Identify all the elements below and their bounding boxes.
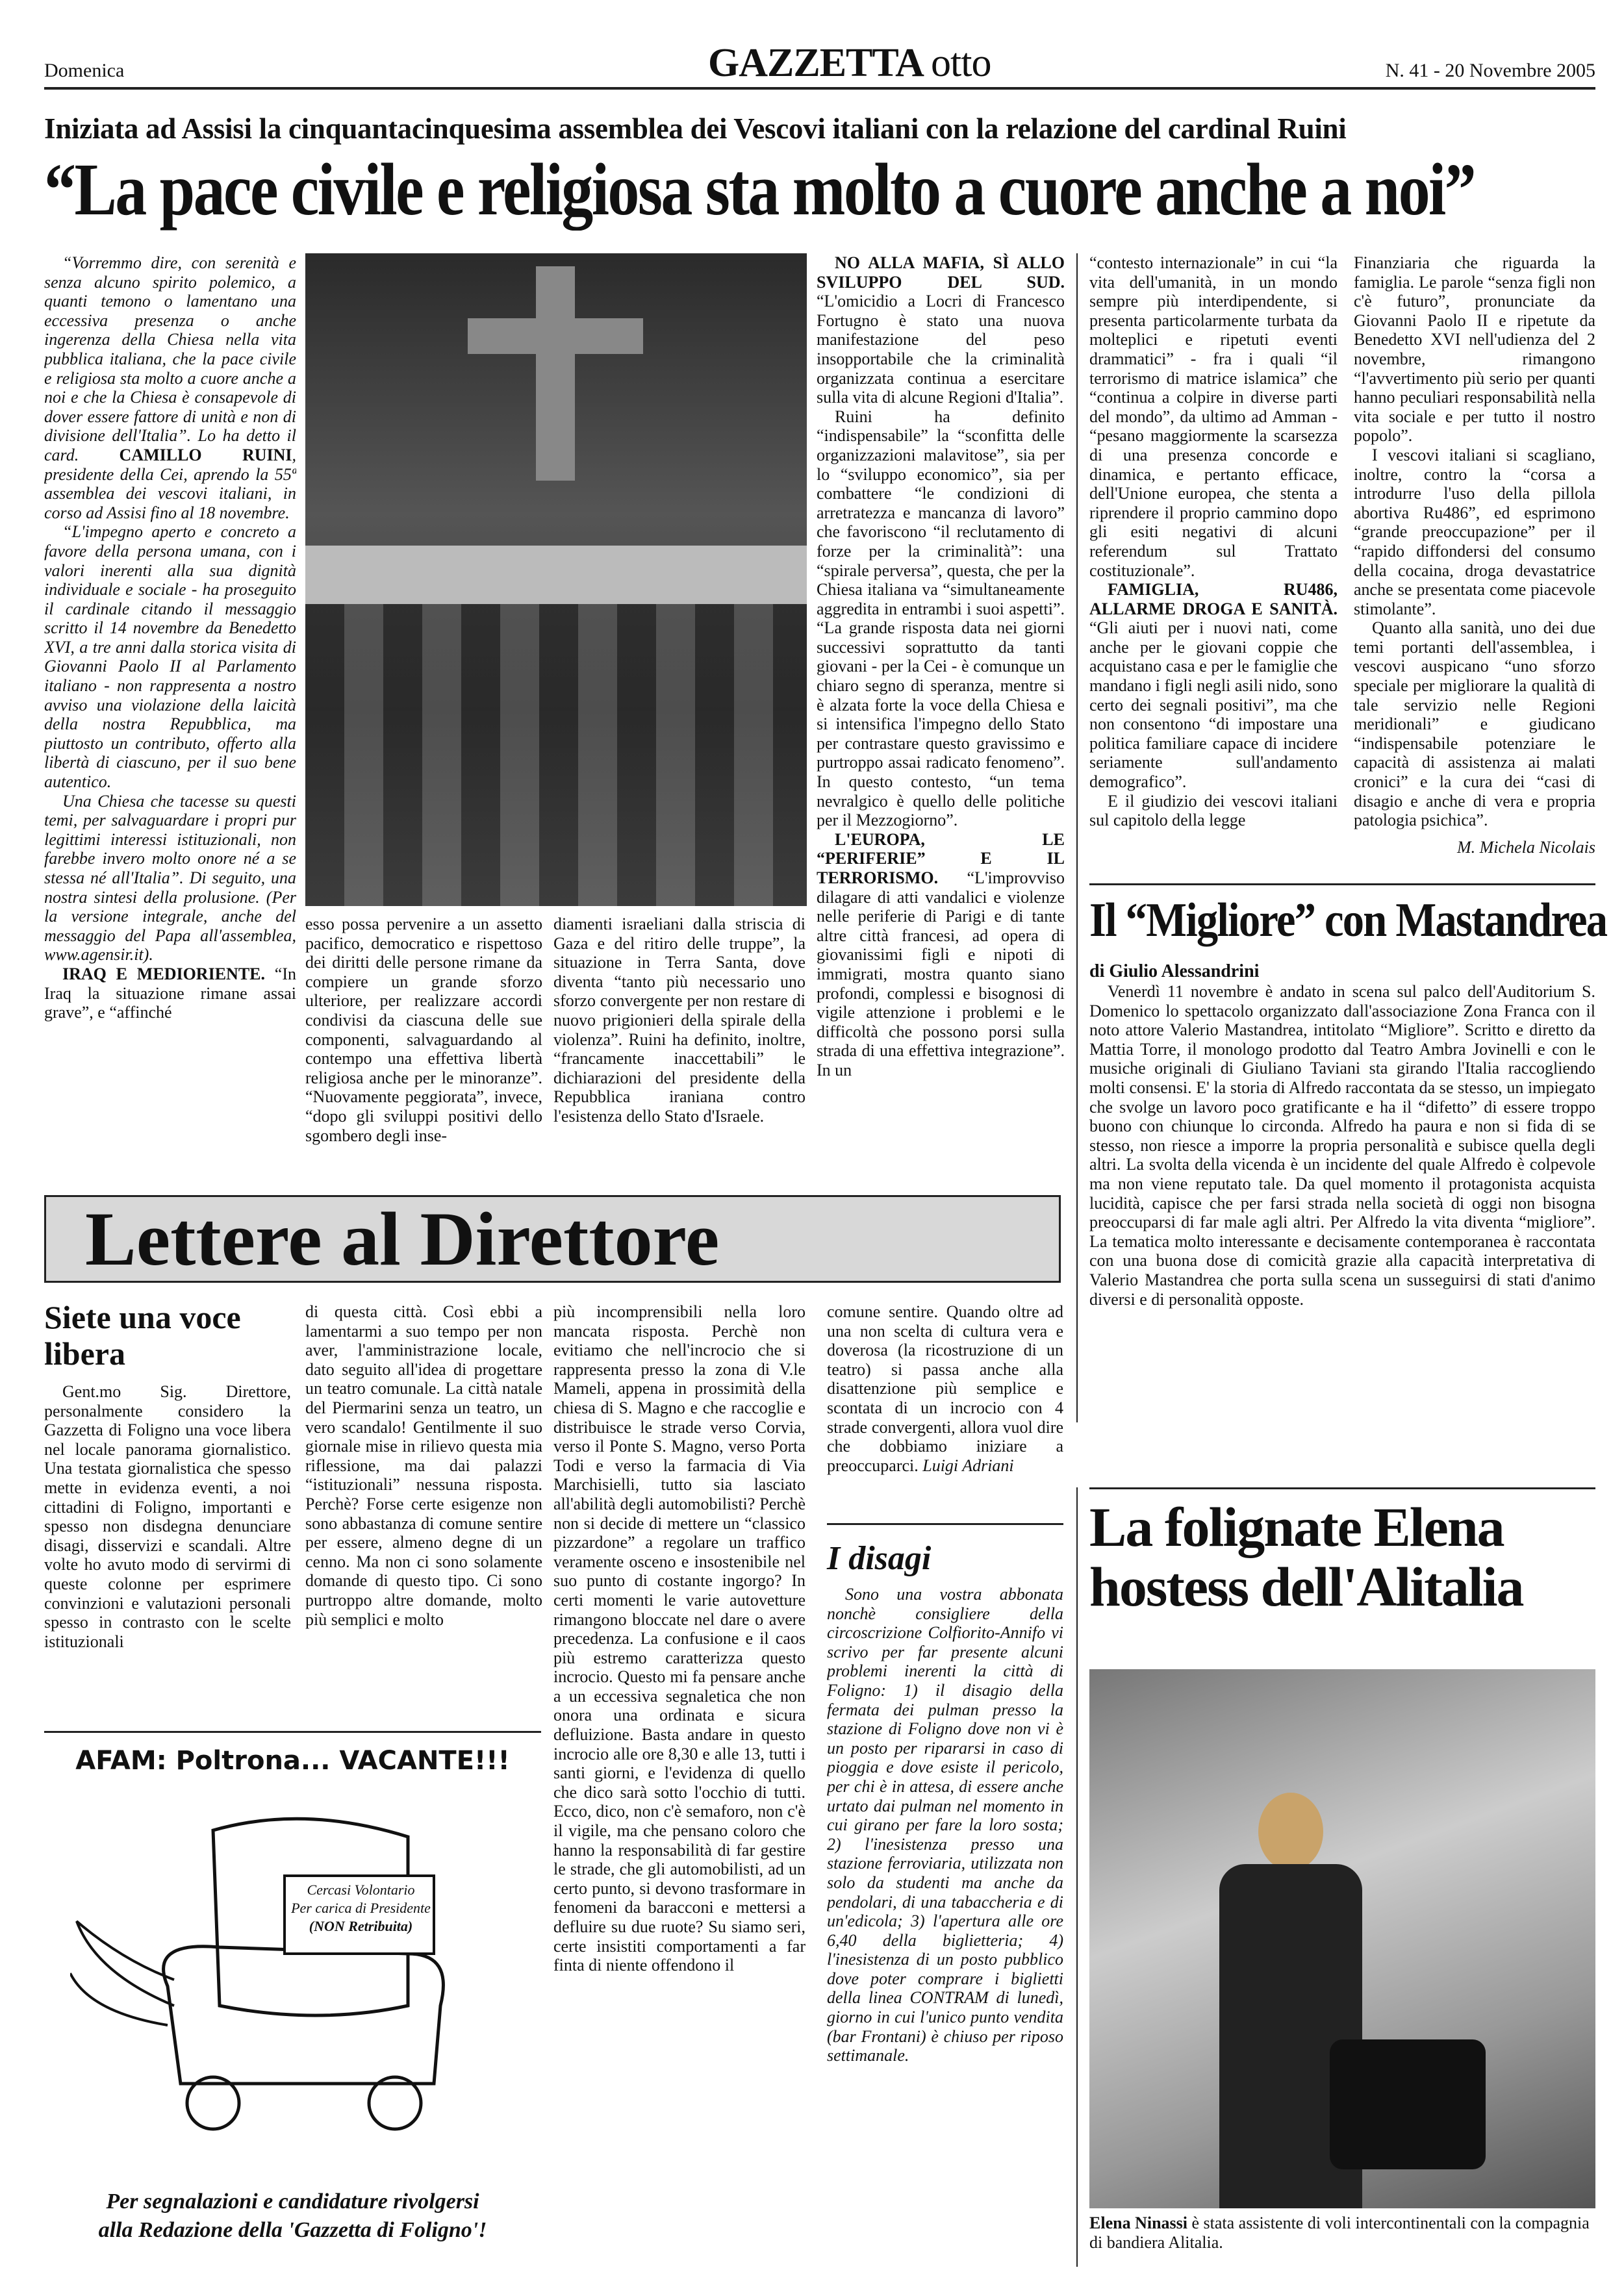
migliore-title: Il “Migliore” con Mastandrea [1089, 894, 1607, 947]
letters-banner-title: Lettere al Direttore [85, 1196, 720, 1281]
footer-line: Per segnalazioni e candidature rivolgersi [106, 2189, 479, 2214]
lead-column-4 [1089, 253, 1338, 857]
divider [827, 1523, 1063, 1525]
paragraph: Sono una vostra abbonata nonchè consigliere della circoscrizione Colfiorito-Annifo vi scrivo per far presente alcuni problemi inerenti la città di Foligno: 1) il disagio della fermata dei pulman presso la stazione di Foligno dove non vi è un posto per ripararsi in caso di pioggia e dove esiste il pericolo, per chi è in attesa, di essere anche urtato dai pulman nel momento in cui girano per fare la loro sosta; 2) l'inesistenza presso una stazione ferroviaria, utilizzata non solo da studenti ma anche da pendolari, di una tabaccheria e di un'edicola; 3) l'apertura alle ore 6,40 della biglietteria; 4) l'inesistenza di un posto pubblico dove poter comprare i biglietti della linea CONTRAM di lunedì, giorno in cui l'unico punto vendita (bar Frontani) è chiuso per riposo settimanale. [827, 1585, 1063, 2065]
migliore-byline: di Giulio Alessandrini [1089, 961, 1260, 981]
paragraph: diamenti israeliani dalla striscia di Gaza e del ritiro delle truppe”, la situazione in Terra Santa, dove diventa “tanto più necessario uno sforzo convergente per non restare di nuovo prigionieri della spirale della violenza”. Ruini ha definito, inoltre, “francamente inaccettabili” le dichiarazioni del presidente della Repubblica iraniana contro l'esistenza dello Stato d'Israele. [553, 915, 806, 1126]
sign-line: Cercasi Volontario [307, 1882, 415, 1898]
column-rule [1076, 1487, 1078, 2267]
paragraph: Gent.mo Sig. Direttore, personalmente considero la Gazzetta di Foligno una voce libera nel locale panorama giornalistico. Una testata giornalistica che spesso mette in evidenza eventi, a noi cittadini di Foligno, importanti e spesso non disdegna denunciare disagi, disservizi e scandali. Altre volte ho avuto modo di servirmi di queste colonne per esprimere convinzioni e valutazioni personali spesso in contrasto con le scelte istituzionali [44, 1382, 291, 1651]
paragraph: di questa città. Così ebbi a lamentarmi a suo tempo per non aver, l'amministrazione locale, dato seguito all'idea di progettare un teatro comunale. La città natale del Piermarini senza un teatro, un vero scandalo! Gentilmente il suo giornale mise in rilievo questa mia riflessione, ma dai palazzi “istituzionali” nessuna risposta. Perchè? Forse certe esigenze non sono abbastanza di comune sentire per essere, almeno degne di un cenno. Ma non ci sono solamente domande di questo tipo. Ci sono purtroppo altre domande, molto più semplici e molto [305, 1302, 542, 1629]
bishops-assembly-photo [305, 253, 807, 906]
letter1-title: Siete una voce libera [44, 1299, 241, 1372]
section-heading: L'EUROPA, LE “PERIFERIE” E IL TERRORISMO. [817, 829, 1065, 887]
people [305, 604, 807, 906]
letters-banner [44, 1195, 1061, 1283]
paragraph: più incomprensibili nella loro mancata risposta. Perchè non evitiamo che nell'incrocio che si rappresenta presso la zona di V.le Mameli, appena in prossimità della chiesa di S. Magno e che raccoglie e distribuisce le strade verso Corvia, verso il Ponte S. Magno, verso Porta Todi e verso la farmacia di Via Marchisielli, tutto sia lasciato all'abilità degli automobilisti? Perchè non si decide di mettere un “classico pizzardone” a regolare un traffico veramente osceno e insostenibile nel suo punto di costante ingorgo? In certi momenti le varie autovetture rimangono bloccate nel dare o avere precedenza. La confusione e il caos più estremo caratterizza questo incrocio. Questo mi fa pensare anche a un eccessiva segnaletica che non onora una ordinata e sicura defluizione. Basta andare in questo incrocio alle ore 8,30 e alle 13, tutti i santi giorni, e l'evidenza di quello che dico sarà sotto l'occhio di tutti. Ecco, dico, non c'è semaforo, non c'è il vigile, ma che pensano coloro che hanno la responsabilità di far gestire le strade, che gli automobilisti, ad un certo punto, si devono trasformare in fenomeni da baracconi e mettersi a defluire su due ruote? Su siamo seri, certe insistiti comportamenti a far finta di niente offendono il [553, 1302, 806, 1975]
lead-column-2a [305, 915, 542, 1165]
letter2-body [827, 1585, 1063, 2260]
paragraph: I vescovi italiani si scagliano, inoltre, contro la “corsa a introdurre l'uso della pillola abortiva Ru486”, ed esprimono “grande preoccupazione” per il “rapido diffondersi del consumo della cocaina, droga devastatrice anche se presentata come piacevole stimolante”. [1354, 445, 1595, 618]
divider [1089, 883, 1595, 885]
text: , presidente della Cei, aprendo la 55ª assemblea dei vescovi italiani, in corso ad Assisi fino al 18 novembre. [44, 445, 296, 522]
text: “Gli aiuti per i nuovi nati, come anche per le giovani coppie che acquistano casa e per le famiglie che mandano i figli negli asili nido, sono certo dei segnali positivi”, ma che non consentono “di impostare una politica familiare capace di incidere seriamente sull'andamento demografico”. [1089, 618, 1338, 792]
paragraph: “contesto internazionale” in cui “la vita dell'umanità, in un mondo sempre più interdipendente, si presenta particolarmente turbata da molteplici e ripetuti eventi drammatici” - fra i quali “il terrorismo di matrice islamica” che “continua a colpire in diverse parti del mondo”, da ultimo ad Amman - “pesano maggiormente la scarsezza di una presenza concorde e dinamica, e pertanto efficace, dell'Unione europea, che stenta a riprendere il proprio cammino dopo gli esiti negativi di alcuni referendum sul Trattato costituzionale”. [1089, 253, 1338, 580]
letter1-column-3 [553, 1302, 806, 2264]
lead-author: M. Michela Nicolais [1456, 837, 1595, 857]
lead-title: “La pace civile e religiosa sta molto a cuore anche a noi” [44, 148, 1475, 231]
caption-text: è stata assistente di voli intercontinentali con la compagnia di bandiera Alitalia. [1089, 2214, 1590, 2252]
letter1-author: Luigi Adriani [922, 1456, 1014, 1475]
text: “In Iraq la situazione rimane assai grave”, e “affinché [44, 964, 296, 1022]
masthead [708, 40, 991, 86]
text: “Vorremmo dire, con serenità e senza alcuno spirito polemico, a quanti temono o lamentano una eccessiva presenza o anche ingerenza della Chiesa nella vita pubblica italiana, che la pace civile e religiosa sta molto a cuore anche a noi e che la Chiesa è consapevole di dover essere fattore di unità e non di divisione dell'Italia”. Lo ha detto il card. [44, 253, 296, 464]
section-heading: IRAQ E MEDIORIENTE. [62, 964, 266, 983]
paragraph: esso possa pervenire a un assetto pacifico, democratico e rispettoso dei diritti delle persone rimane da compiere un grande sforzo ulteriore, per realizzare accordi condivisi da ciascuna delle sue componenti, salvaguardando al contempo una effettiva libertà religiosa anche per le minoranze”. “Nuovamente peggiorata”, invece, “dopo gli sviluppi positivi dello sgombero degli inse- [305, 915, 542, 1145]
cartoon [44, 1731, 541, 2262]
header-issue: N. 41 - 20 Novembre 2005 [1385, 60, 1595, 81]
paragraph: Ruini ha definito “indispensabile” la “sconfitta delle organizzazioni malavitose”, sia per lo “sviluppo economico”, sia per combattere “le condizioni di arretratezza e mancanza di lavoro” che favoriscono “il reclutamento di forze per la criminalità”: una “spirale perversa”, questa, che per la Chiesa italiana va “simultaneamente aggredita in entrambi i suoi aspetti”. “La grande risposta data nei giorni successivi soprattutto da tanti giovani - per la Cei - è comunque un chiaro segno di speranza, mentre si è alzata forte la voce della Chiesa e si intensifica l'impegno dello Stato per contrastare questo gravissimo e purtroppo assai radicato fenomeno”. In questo contesto, “un tema nevralgico è quello delle politiche per il Mezzogiorno”. [817, 407, 1065, 830]
text: “L'omicidio a Locri di Francesco Fortugno è stato una nuova manifestazione del peso insopportabile che la criminalità organizzata continua a esercitare sulla vita di alcune Regioni d'Italia”. [817, 292, 1065, 407]
text: “L'improvviso dilagare di atti vandalici e violenze nelle periferie di Parigi e di tante altre città francesi, ad opera di giovanissimi figli e nipoti di immigrati, mostra quanto siano profondi, complessi e bisognosi di vigile attenzione i problemi e le difficoltà che possono porsi sulla strada di una effettiva integrazione”. In un [817, 868, 1065, 1079]
cartoon-footer [44, 2188, 541, 2245]
masthead-suffix: otto [931, 41, 991, 85]
text: comune sentire. Quando oltre ad una non scelta di cultura vera e doverosa (la ricostruzione di un teatro) si passa anche alla disattenzione più semplice e scontata di un incrocio con 4 strade convergenti, allora vuol dire che dobbiamo iniziare a preoccuparci. [827, 1302, 1063, 1475]
section-heading: FAMIGLIA, RU486, ALLARME DROGA E SANITÀ. [1089, 580, 1338, 618]
elena-photo [1089, 1669, 1595, 2208]
person-name: CAMILLO RUINI [119, 445, 292, 464]
header-day: Domenica [44, 60, 125, 81]
lead-column-5 [1354, 253, 1595, 857]
suitcase [1330, 2039, 1486, 2169]
sign-line: (NON Retribuita) [309, 1918, 413, 1934]
armchair-with-wings-icon [70, 1791, 512, 2155]
elena-title: La folignate Elena hostess dell'Alitalia [1089, 1496, 1523, 1618]
letter2-title: I disagi [827, 1540, 932, 1577]
section-heading: NO ALLA MAFIA, SÌ ALLO SVILUPPO DEL SUD. [817, 253, 1065, 292]
sign-line: Per carica di Presidente [291, 1900, 431, 1916]
paragraph: Finanziaria che riguarda la famiglia. Le parole “senza figli non c'è futuro”, pronunciate da Giovanni Paolo II e ripetute da Benedetto XVI nell'udienza del 2 novembre, rimangono “l'avvertimento più serio per quanti hanno peculiari responsabilità nella vita sociale e per tutto il nostro popolo”. [1354, 253, 1595, 446]
elena-caption [1089, 2214, 1595, 2252]
migliore-body [1089, 982, 1595, 1469]
paragraph: Quanto alla sanità, uno dei due temi portanti dell'assemblea, i vescovi auspicano “uno sforzo speciale per migliorare la qualità di tale servizio nelle Regioni meridionali” e giudicano “indispensabile potenziare le capacità di assistenza ai malati cronici” e la cura dei “casi di disagio e anche di vera e propria patologia psichica”. [1354, 618, 1595, 830]
person-head [1258, 1793, 1323, 1871]
paragraph: E il giudizio dei vescovi italiani sul capitolo della legge [1089, 791, 1338, 830]
caption-name: Elena Ninassi [1089, 2214, 1187, 2232]
lead-column-3 [817, 253, 1065, 1163]
paragraph: Una Chiesa che tacesse su questi temi, per salvaguardare i propri pur legittimi interessi istituzionali, non farebbe invero molto onore né a se stessa né all'Italia”. Di seguito, una nostra sintesi della prolusione. (Per la versione integrale, anche del messaggio del Papa all'assemblea, www.agensir.it). [44, 791, 296, 965]
paragraph: “L'impegno aperto e concreto a favore della persona umana, con i valori inerenti alla sua dignità individuale e sociale - ha proseguito il cardinale citando il messaggio scritto il 14 novembre da Benedetto XVI, a tre anni dalla storica visita di Giovanni Paolo II al Parlamento italiano - non rappresenta a nostro avviso una violazione della laicità della nostra Repubblica, ma piuttosto un contributo, offerto alla libertà di ciascuno, per il suo bene autentico. [44, 522, 296, 792]
table [305, 546, 807, 604]
crucifix-arm [468, 318, 643, 354]
paragraph: Venerdì 11 novembre è andato in scena sul palco dell'Auditorium S. Domenico lo spettacolo organizzato dall'associazione Zona Franca con il noto attore Valerio Mastandrea, intitolato “Migliore”. Scritto e diretto da Mattia Torre, il monologo prodotto dal Teatro Ambra Jovinelli e con le musiche originali di Giuliano Taviani sta girando l'Italia raccogliendo molti consensi. E' la storia di Alfredo raccontata da se stesso, un impiegato che svolge un lavoro poco gratificante e ha il “difetto” di essere troppo buono con chiunque lo circonda. Alfredo ha paura e non si fida di se stesso, non riesce a imporre la propria personalità e subisce quella degli altri. La svolta della vicenda è un incidente del quale Alfredo è colpevole ma non viene reputato tale. Da quel momento il protagonista acquista lucidità, capisce che per farsi strada nella società di oggi non bisogna preoccuparsi di far male agli altri. Per Alfredo la vita diventa “migliore”. La tematica molto interessante e decisamente contemporanea è raccontata con una buona dose di comicità grazie alla capacità interpretativa di Valerio Mastandrea che porta sulla scena un susseguirsi di stati d'animo diversi e di personalità opposte. [1089, 982, 1595, 1309]
footer-line: alla Redazione della 'Gazzetta di Foligno'! [98, 2218, 487, 2242]
column-rule [1076, 253, 1078, 1422]
crucifix-icon [536, 266, 575, 481]
lead-column-2b [553, 915, 806, 1165]
letter1-column-1 [44, 1382, 291, 1720]
letter1-column-4 [827, 1302, 1063, 1517]
divider [1089, 1487, 1595, 1489]
header-rule [44, 87, 1595, 90]
lead-kicker: Iniziata ad Assisi la cinquantacinquesima assemblea dei Vescovi italiani con la relazione del cardinal Ruini [44, 112, 1347, 145]
masthead-name: GAZZETTA [708, 41, 922, 85]
lead-column-1 [44, 253, 296, 1163]
letter1-column-2 [305, 1302, 542, 1721]
cartoon-sign [288, 1881, 434, 1936]
cartoon-title: AFAM: Poltrona... VACANTE!!! [75, 1746, 510, 1776]
